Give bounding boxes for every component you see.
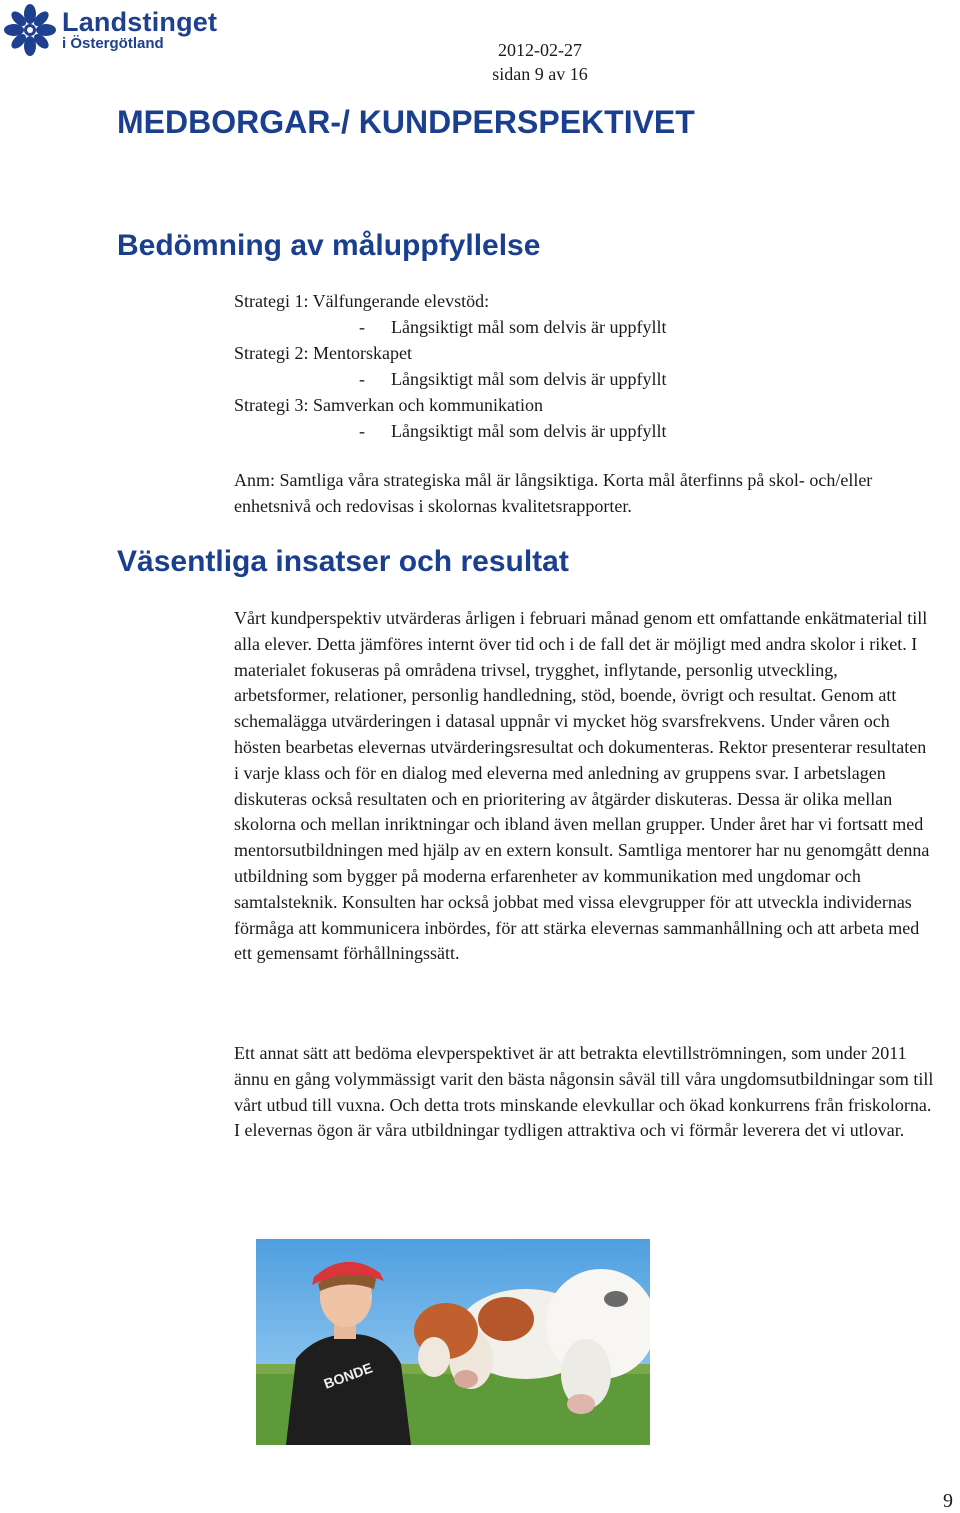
strategy-label: Strategi 3: Samverkan och kommunikation — [234, 395, 543, 415]
strategy-goal — [234, 418, 666, 444]
note-paragraph: Anm: Samtliga våra strategiska mål är långsiktiga. Korta mål återfinns på skol- och/eller enhetsnivå och redovisas i skolornas kvalitetsrapporter. — [234, 470, 873, 516]
logo-name: Landstinget — [62, 7, 218, 37]
dash: - — [359, 369, 365, 389]
section-heading-efforts: Väsentliga insatser och resultat — [117, 545, 569, 578]
dash: - — [359, 421, 365, 441]
strategy-list — [234, 288, 666, 444]
strategy-label: Strategi 1: Välfungerande elevstöd: — [234, 291, 490, 311]
page-title: MEDBORGAR-/ KUNDPERSPEKTIVET — [117, 104, 695, 140]
strategy-label: Strategi 2: Mentorskapet — [234, 343, 412, 363]
page-indicator: sidan 9 av 16 — [492, 64, 588, 84]
dash: - — [359, 317, 365, 337]
body-paragraph: Vårt kundperspektiv utvärderas årligen i februari månad genom ett omfattande enkätmaterial till alla elever. Detta jämföres internt över tid och i de fall det är möjligt med andra skolor i riket. I materialet fokuseras på områdena trivsel, trygghet, inflytande, personlig utveckling, arbetsformer, relationer, personlig handledning, stöd, boende, övrigt och resultat. Genom att schemalägga utvärderingen i datasal uppnår vi mycket hög svarsfrekvens. Under våren och hösten bearbetas elevernas utvärderingsresultat och dokumenteras. Rektor presenterar resultaten i varje klass och för en dialog med eleverna med anledning av gruppens svar. I arbetslagen diskuteras också resultaten och en prioritering av åtgärder diskuteras. Dessa är olika mellan skolorna och mellan inriktningar och ibland även mellan grupper. Under året har vi fortsatt med mentorsutbildningen med hjälp av en extern konsult. Samtliga mentorer har nu genomgått denna utbildning som bygger på moderna erfarenheter av kommunikation med ungdomar och samtalsteknik. Konsulten har också jobbat med vissa elevgrupper för att utveckla individernas förmåga att kommunicera inbördes, för att stärka elevernas sammanhållning och att arbeta med ett gemensamt förhållningssätt. — [234, 608, 930, 964]
page-number: 9 — [943, 1490, 953, 1512]
strategy-goal — [234, 366, 666, 392]
photo-boy-with-cows — [256, 1239, 650, 1445]
flower-logo-icon — [4, 4, 56, 56]
header-meta — [470, 38, 610, 86]
shirt-print: BONDE — [321, 1359, 375, 1392]
logo-subtitle: i Östergötland — [62, 35, 164, 52]
logo — [4, 2, 217, 58]
strategy-goal-text: Långsiktigt mål som delvis är uppfyllt — [391, 317, 667, 337]
strategy-goal-text: Långsiktigt mål som delvis är uppfyllt — [391, 369, 667, 389]
strategy-goal — [234, 314, 666, 340]
section-heading-assessment: Bedömning av måluppfyllelse — [117, 229, 541, 262]
strategy-goal-text: Långsiktigt mål som delvis är uppfyllt — [391, 421, 667, 441]
document-date: 2012-02-27 — [498, 40, 582, 60]
body-paragraph: Ett annat sätt att bedöma elevperspektivet är att betrakta elevtillströmningen, som under 2011 ännu en gång volymmässigt varit den bästa någonsin såväl till våra ungdomsutbildningar som till vårt utbud till vuxna. Och detta trots minskande elevkullar och ökad konkurrens från friskolorna. I elevernas ögon är våra utbildningar tydligen attraktiva och vi förmår leverera det vi utlovar. — [234, 1043, 934, 1141]
